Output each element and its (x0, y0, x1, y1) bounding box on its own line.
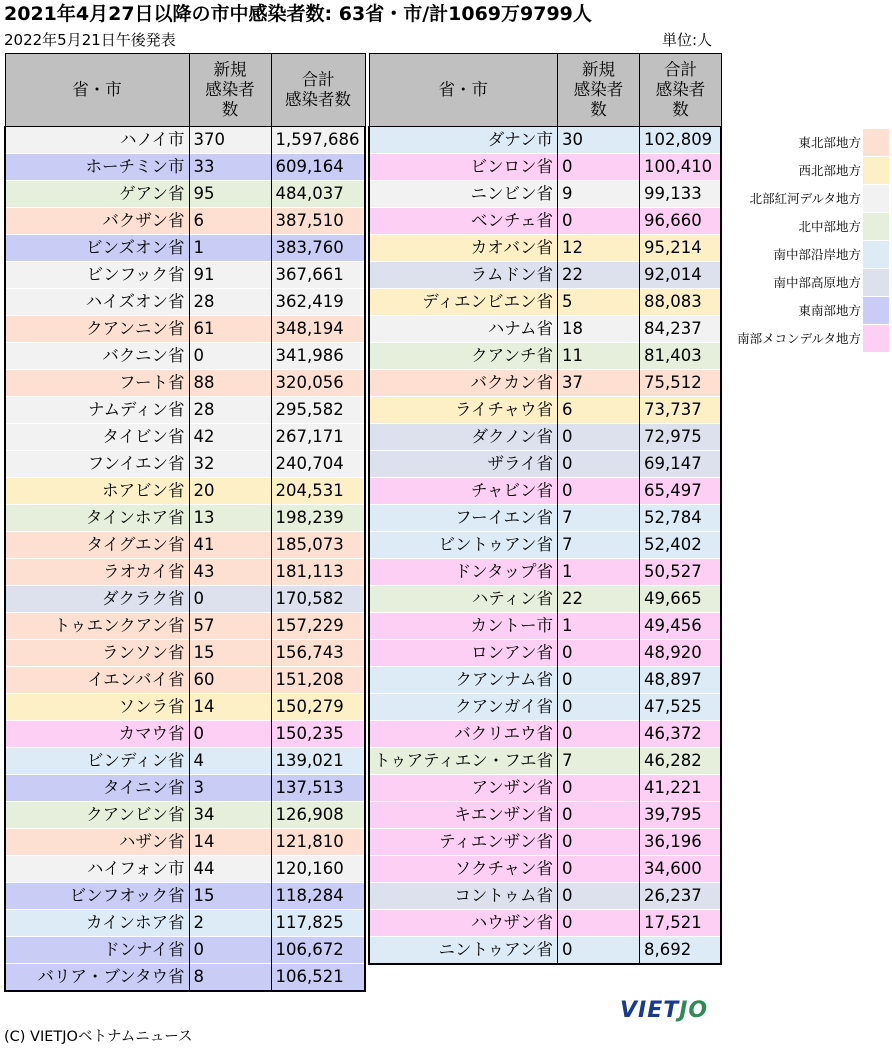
legend-label: 南部メコンデルタ地方 (737, 331, 861, 346)
province-name: タイビン省 (5, 424, 189, 451)
new-cases: 61 (189, 316, 271, 343)
table-header-row (5, 54, 365, 127)
new-cases: 0 (189, 343, 271, 370)
province-name: ハウザン省 (369, 910, 557, 937)
total-cases: 204,531 (271, 478, 365, 505)
total-cases: 95,214 (639, 235, 721, 262)
table-row (369, 829, 721, 856)
table-row (5, 397, 365, 424)
new-cases: 5 (557, 289, 639, 316)
new-cases: 28 (189, 289, 271, 316)
total-cases: 84,237 (639, 316, 721, 343)
table-row (5, 640, 365, 667)
new-cases: 7 (557, 748, 639, 775)
legend-label: 北中部地方 (798, 219, 861, 234)
province-name: クアンガイ省 (369, 694, 557, 721)
legend-color-swatch (863, 325, 889, 352)
table-row (369, 424, 721, 451)
total-cases: 121,810 (271, 829, 365, 856)
table-row (369, 802, 721, 829)
table-row (369, 532, 721, 559)
legend-label: 南中部沿岸地方 (773, 247, 861, 262)
province-name: ビンディン省 (5, 748, 189, 775)
province-name: ビンフオック省 (5, 883, 189, 910)
total-cases: 367,661 (271, 262, 365, 289)
new-cases: 0 (189, 721, 271, 748)
total-cases: 156,743 (271, 640, 365, 667)
legend-item (722, 157, 890, 185)
province-name: クアンビン省 (5, 802, 189, 829)
table-row (5, 343, 365, 370)
new-cases: 0 (557, 667, 639, 694)
province-name: ティエンザン省 (369, 829, 557, 856)
province-name: ランソン省 (5, 640, 189, 667)
new-cases: 0 (557, 694, 639, 721)
page-title: 2021年4月27日以降の市中感染者数: 63省・市/計1069万9799人 (4, 3, 592, 25)
province-name: ロンアン省 (369, 640, 557, 667)
table-row (369, 208, 721, 235)
total-cases: 49,665 (639, 586, 721, 613)
logo-text-jo: JO (679, 998, 709, 1023)
unit-label: 単位:人 (661, 31, 712, 49)
table-row (5, 424, 365, 451)
province-name: カオバン省 (369, 235, 557, 262)
new-cases: 4 (189, 748, 271, 775)
province-name: フンイエン省 (5, 451, 189, 478)
province-name: タイニン省 (5, 775, 189, 802)
new-cases: 6 (557, 397, 639, 424)
total-cases: 118,284 (271, 883, 365, 910)
table-row (5, 802, 365, 829)
total-cases: 69,147 (639, 451, 721, 478)
region-legend (722, 129, 890, 353)
legend-label: 西北部地方 (798, 163, 861, 178)
total-cases: 170,582 (271, 586, 365, 613)
table-body-right (369, 127, 721, 965)
province-name: フート省 (5, 370, 189, 397)
total-cases: 26,237 (639, 883, 721, 910)
total-cases: 96,660 (639, 208, 721, 235)
province-name: ハイフォン市 (5, 856, 189, 883)
total-cases: 41,221 (639, 775, 721, 802)
province-name: バクカン省 (369, 370, 557, 397)
legend-color-swatch (863, 185, 889, 212)
province-name: カントー市 (369, 613, 557, 640)
new-cases: 42 (189, 424, 271, 451)
new-cases: 32 (189, 451, 271, 478)
province-name: ラムドン省 (369, 262, 557, 289)
table-row (5, 181, 365, 208)
table-row (369, 910, 721, 937)
total-cases: 387,510 (271, 208, 365, 235)
header-new-cases: 新規 感染者 数 (557, 54, 639, 127)
new-cases: 22 (557, 586, 639, 613)
total-cases: 72,975 (639, 424, 721, 451)
total-cases: 1,597,686 (271, 127, 365, 154)
total-cases: 151,208 (271, 667, 365, 694)
new-cases: 30 (557, 127, 639, 154)
table-row (369, 559, 721, 586)
table-row (369, 694, 721, 721)
new-cases: 15 (189, 883, 271, 910)
header-total-cases: 合計 感染者 数 (639, 54, 721, 127)
total-cases: 267,171 (271, 424, 365, 451)
table-row (369, 370, 721, 397)
new-cases: 13 (189, 505, 271, 532)
table-row (5, 235, 365, 262)
province-name: ラオカイ省 (5, 559, 189, 586)
province-name: ダナン市 (369, 127, 557, 154)
new-cases: 0 (557, 154, 639, 181)
table-row (5, 478, 365, 505)
total-cases: 92,014 (639, 262, 721, 289)
new-cases: 3 (189, 775, 271, 802)
new-cases: 0 (557, 451, 639, 478)
table-row (369, 613, 721, 640)
province-name: ハティン省 (369, 586, 557, 613)
total-cases: 320,056 (271, 370, 365, 397)
province-name: トゥエンクアン省 (5, 613, 189, 640)
table-row (369, 154, 721, 181)
province-name: バクザン省 (5, 208, 189, 235)
table-row (5, 721, 365, 748)
total-cases: 137,513 (271, 775, 365, 802)
total-cases: 185,073 (271, 532, 365, 559)
new-cases: 15 (189, 640, 271, 667)
total-cases: 48,920 (639, 640, 721, 667)
table-row (5, 667, 365, 694)
province-name: ザライ省 (369, 451, 557, 478)
total-cases: 484,037 (271, 181, 365, 208)
total-cases: 295,582 (271, 397, 365, 424)
legend-item (722, 129, 890, 157)
new-cases: 0 (557, 883, 639, 910)
province-name: バリア・ブンタウ省 (5, 964, 189, 992)
table-row (369, 775, 721, 802)
new-cases: 0 (557, 775, 639, 802)
new-cases: 1 (189, 235, 271, 262)
legend-item (722, 297, 890, 325)
new-cases: 0 (557, 856, 639, 883)
province-name: ナムディン省 (5, 397, 189, 424)
new-cases: 88 (189, 370, 271, 397)
province-name: ソクチャン省 (369, 856, 557, 883)
province-name: クアンチ省 (369, 343, 557, 370)
total-cases: 150,235 (271, 721, 365, 748)
total-cases: 100,410 (639, 154, 721, 181)
total-cases: 17,521 (639, 910, 721, 937)
legend-item (722, 325, 890, 353)
legend-color-swatch (863, 213, 889, 240)
total-cases: 47,525 (639, 694, 721, 721)
table-row (369, 721, 721, 748)
table-row (5, 208, 365, 235)
province-name: バクニン省 (5, 343, 189, 370)
legend-color-swatch (863, 129, 889, 156)
total-cases: 52,784 (639, 505, 721, 532)
new-cases: 0 (557, 937, 639, 965)
table-row (369, 586, 721, 613)
new-cases: 34 (189, 802, 271, 829)
province-name: ハザン省 (5, 829, 189, 856)
province-name: キエンザン省 (369, 802, 557, 829)
total-cases: 88,083 (639, 289, 721, 316)
total-cases: 52,402 (639, 532, 721, 559)
table-row (369, 127, 721, 154)
table-row (369, 235, 721, 262)
table-row (369, 397, 721, 424)
total-cases: 126,908 (271, 802, 365, 829)
new-cases: 20 (189, 478, 271, 505)
total-cases: 46,282 (639, 748, 721, 775)
new-cases: 22 (557, 262, 639, 289)
total-cases: 240,704 (271, 451, 365, 478)
province-name: バクリエウ省 (369, 721, 557, 748)
total-cases: 117,825 (271, 910, 365, 937)
legend-color-swatch (863, 157, 889, 184)
province-name: ホーチミン市 (5, 154, 189, 181)
table-row (369, 748, 721, 775)
province-name: ビンフック省 (5, 262, 189, 289)
new-cases: 44 (189, 856, 271, 883)
province-name: フーイエン省 (369, 505, 557, 532)
table-row (5, 613, 365, 640)
province-name: カマウ省 (5, 721, 189, 748)
new-cases: 1 (557, 559, 639, 586)
new-cases: 11 (557, 343, 639, 370)
copyright-footer: (C) VIETJOベトナムニュース (4, 1029, 193, 1045)
total-cases: 348,194 (271, 316, 365, 343)
legend-label: 東南部地方 (798, 303, 861, 318)
table-row (369, 316, 721, 343)
new-cases: 37 (557, 370, 639, 397)
table-row (369, 262, 721, 289)
table-row (369, 667, 721, 694)
total-cases: 50,527 (639, 559, 721, 586)
new-cases: 57 (189, 613, 271, 640)
legend-item (722, 269, 890, 297)
total-cases: 73,737 (639, 397, 721, 424)
new-cases: 7 (557, 532, 639, 559)
total-cases: 383,760 (271, 235, 365, 262)
province-name: ディエンビエン省 (369, 289, 557, 316)
header-total-cases: 合計 感染者数 (271, 54, 365, 127)
province-name: ダクラク省 (5, 586, 189, 613)
cases-table-left (4, 53, 366, 992)
province-name: ダクノン省 (369, 424, 557, 451)
new-cases: 0 (557, 910, 639, 937)
table-row (5, 451, 365, 478)
header-new-cases: 新規 感染者 数 (189, 54, 271, 127)
table-row (5, 370, 365, 397)
new-cases: 41 (189, 532, 271, 559)
new-cases: 60 (189, 667, 271, 694)
new-cases: 95 (189, 181, 271, 208)
province-name: タインホア省 (5, 505, 189, 532)
table-row (369, 640, 721, 667)
table-header-row (369, 54, 721, 127)
legend-label: 北部紅河デルタ地方 (749, 191, 861, 206)
table-row (5, 532, 365, 559)
new-cases: 8 (189, 964, 271, 992)
province-name: ハナム省 (369, 316, 557, 343)
new-cases: 0 (557, 721, 639, 748)
province-name: ニントゥアン省 (369, 937, 557, 965)
province-name: ビントゥアン省 (369, 532, 557, 559)
total-cases: 106,521 (271, 964, 365, 992)
table-row (5, 127, 365, 154)
province-name: ホアビン省 (5, 478, 189, 505)
legend-item (722, 213, 890, 241)
table-row (5, 316, 365, 343)
table-row (369, 289, 721, 316)
province-name: ゲアン省 (5, 181, 189, 208)
new-cases: 91 (189, 262, 271, 289)
new-cases: 9 (557, 181, 639, 208)
new-cases: 18 (557, 316, 639, 343)
province-name: クアンニン省 (5, 316, 189, 343)
province-name: ビンロン省 (369, 154, 557, 181)
table-row (369, 505, 721, 532)
table-row (5, 856, 365, 883)
table-row (5, 154, 365, 181)
province-name: カインホア省 (5, 910, 189, 937)
legend-color-swatch (863, 241, 889, 268)
new-cases: 33 (189, 154, 271, 181)
new-cases: 0 (557, 208, 639, 235)
new-cases: 0 (557, 424, 639, 451)
total-cases: 8,692 (639, 937, 721, 965)
legend-item (722, 185, 890, 213)
legend-label: 東北部地方 (798, 135, 861, 150)
table-row (5, 937, 365, 964)
new-cases: 0 (557, 640, 639, 667)
table-row (369, 181, 721, 208)
total-cases: 198,239 (271, 505, 365, 532)
province-name: クアンナム省 (369, 667, 557, 694)
province-name: ビンズオン省 (5, 235, 189, 262)
table-row (369, 343, 721, 370)
table-row (5, 559, 365, 586)
total-cases: 81,403 (639, 343, 721, 370)
new-cases: 14 (189, 829, 271, 856)
new-cases: 1 (557, 613, 639, 640)
header-province: 省・市 (5, 54, 189, 127)
new-cases: 0 (557, 802, 639, 829)
province-name: ソンラ省 (5, 694, 189, 721)
total-cases: 46,372 (639, 721, 721, 748)
table-row (369, 883, 721, 910)
table-row (369, 451, 721, 478)
total-cases: 36,196 (639, 829, 721, 856)
total-cases: 34,600 (639, 856, 721, 883)
table-row (369, 937, 721, 965)
table-row (5, 694, 365, 721)
province-name: タイグエン省 (5, 532, 189, 559)
province-name: チャビン省 (369, 478, 557, 505)
vietjo-logo (620, 998, 708, 1024)
total-cases: 102,809 (639, 127, 721, 154)
new-cases: 7 (557, 505, 639, 532)
total-cases: 341,986 (271, 343, 365, 370)
total-cases: 609,164 (271, 154, 365, 181)
total-cases: 150,279 (271, 694, 365, 721)
table-row (369, 856, 721, 883)
province-name: ハノイ市 (5, 127, 189, 154)
province-name: アンザン省 (369, 775, 557, 802)
total-cases: 139,021 (271, 748, 365, 775)
announcement-date: 2022年5月21日午後発表 (4, 31, 176, 49)
table-row (5, 505, 365, 532)
new-cases: 370 (189, 127, 271, 154)
total-cases: 362,419 (271, 289, 365, 316)
province-name: コントゥム省 (369, 883, 557, 910)
table-body-left (5, 127, 365, 992)
province-name: ハイズオン省 (5, 289, 189, 316)
new-cases: 0 (189, 937, 271, 964)
province-name: ドンタップ省 (369, 559, 557, 586)
legend-color-swatch (863, 297, 889, 324)
new-cases: 0 (189, 586, 271, 613)
new-cases: 14 (189, 694, 271, 721)
total-cases: 39,795 (639, 802, 721, 829)
legend-item (722, 241, 890, 269)
province-name: イエンバイ省 (5, 667, 189, 694)
table-row (369, 478, 721, 505)
legend-label: 南中部高原地方 (773, 275, 861, 290)
total-cases: 65,497 (639, 478, 721, 505)
province-name: ドンナイ省 (5, 937, 189, 964)
new-cases: 2 (189, 910, 271, 937)
new-cases: 12 (557, 235, 639, 262)
province-name: ベンチェ省 (369, 208, 557, 235)
cases-table-right (368, 53, 722, 965)
province-name: ニンビン省 (369, 181, 557, 208)
table-row (5, 910, 365, 937)
total-cases: 75,512 (639, 370, 721, 397)
table-row (5, 964, 365, 992)
total-cases: 99,133 (639, 181, 721, 208)
legend-color-swatch (863, 269, 889, 296)
total-cases: 49,456 (639, 613, 721, 640)
new-cases: 28 (189, 397, 271, 424)
header-province: 省・市 (369, 54, 557, 127)
new-cases: 0 (557, 478, 639, 505)
table-row (5, 775, 365, 802)
total-cases: 106,672 (271, 937, 365, 964)
table-row (5, 748, 365, 775)
total-cases: 157,229 (271, 613, 365, 640)
table-row (5, 586, 365, 613)
total-cases: 120,160 (271, 856, 365, 883)
table-row (5, 289, 365, 316)
logo-text-viet: VIET (620, 998, 680, 1023)
province-name: ライチャウ省 (369, 397, 557, 424)
new-cases: 0 (557, 829, 639, 856)
table-row (5, 262, 365, 289)
table-row (5, 883, 365, 910)
table-row (5, 829, 365, 856)
total-cases: 48,897 (639, 667, 721, 694)
new-cases: 43 (189, 559, 271, 586)
new-cases: 6 (189, 208, 271, 235)
total-cases: 181,113 (271, 559, 365, 586)
province-name: トゥアティエン・フエ省 (369, 748, 557, 775)
